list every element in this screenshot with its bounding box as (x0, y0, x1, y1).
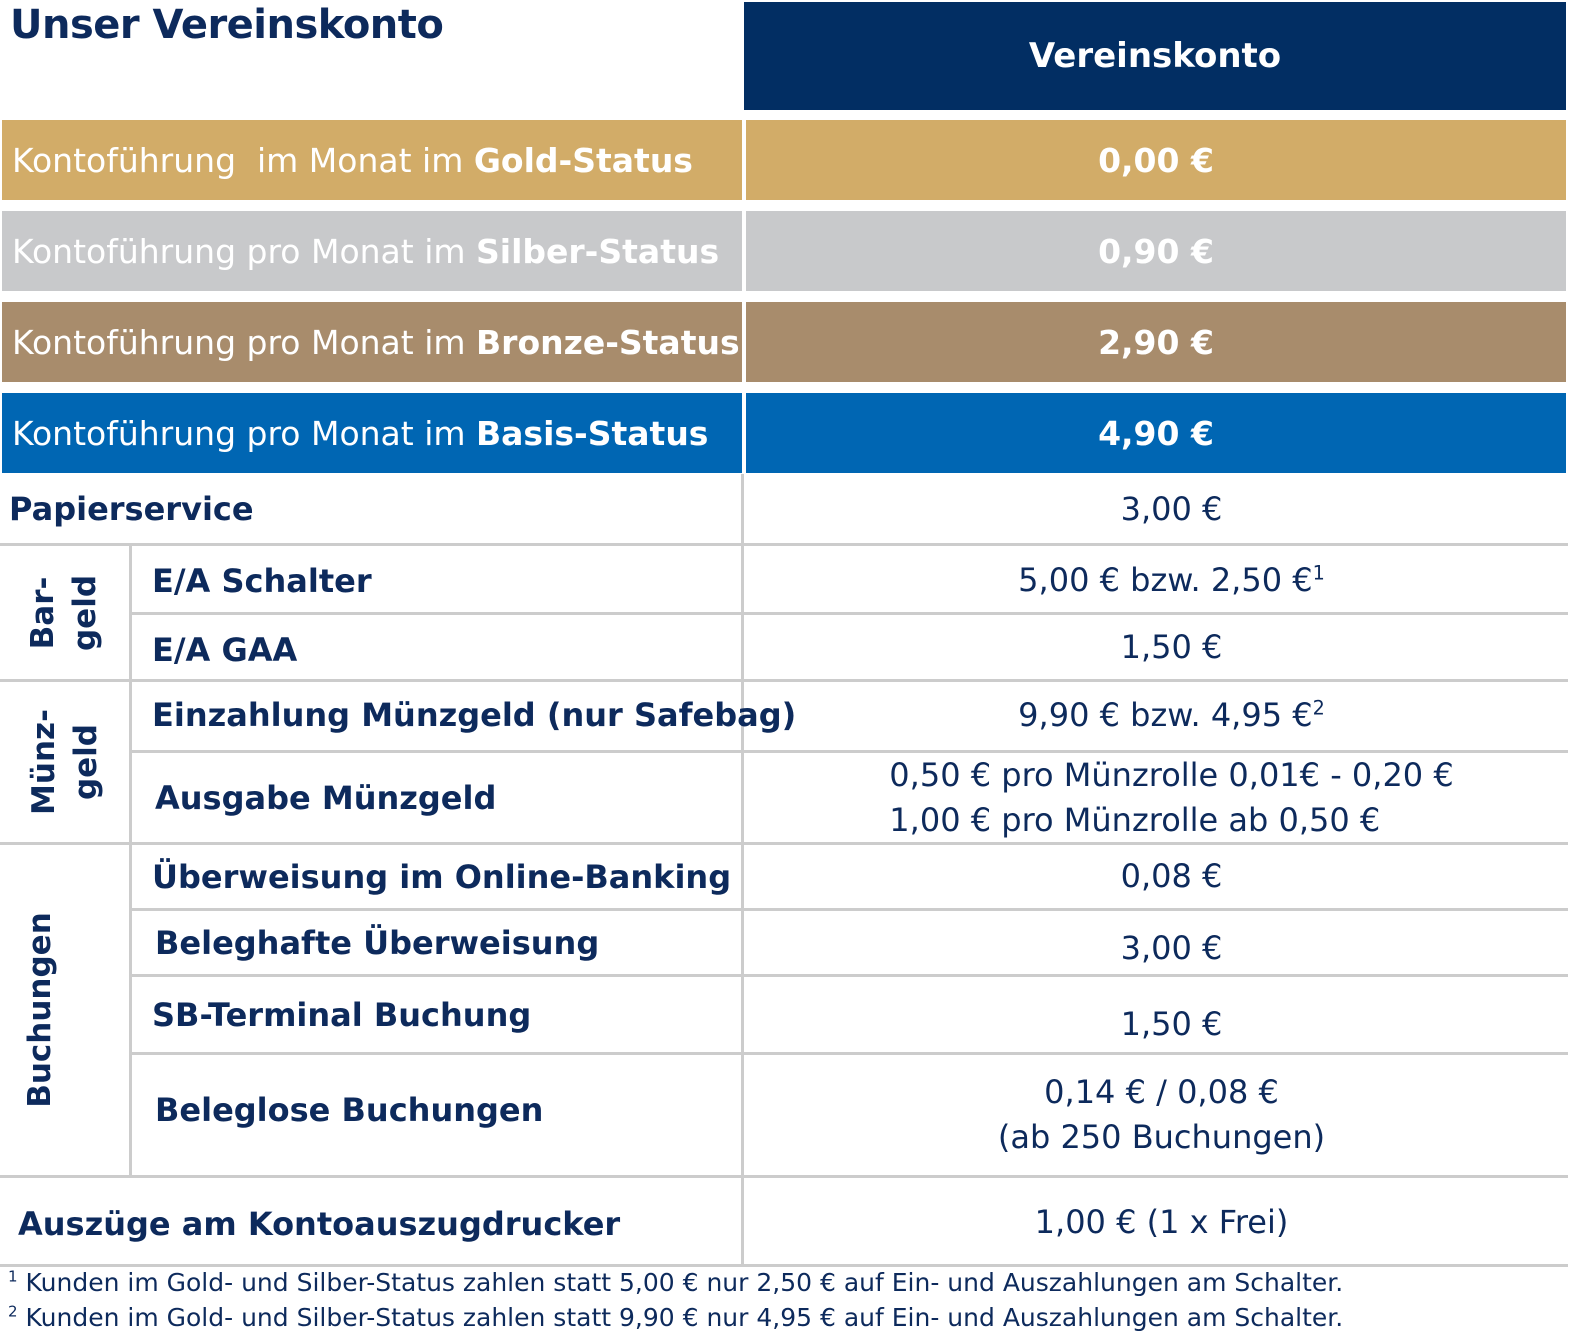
page-title: Unser Vereinskonto (10, 2, 444, 48)
group-label-muenzgeld (0, 682, 129, 842)
status-row-gold-label (2, 120, 742, 200)
papierservice-value: 3,00 € (1120, 489, 1223, 528)
footnote-1-mark: 1 (8, 1267, 18, 1286)
status-silber-prefix: Kontoführung pro Monat im (12, 231, 477, 271)
einzahlung-muenzgeld-label: Einzahlung Münzgeld (nur Safebag) (152, 696, 797, 734)
footnote-2 (8, 1303, 1343, 1332)
footnote-2-text: Kunden im Gold- und Silber-Status zahlen statt 9,90 € nur 4,95 € auf Ein- und Auszahlungen am Schalter. (17, 1303, 1344, 1332)
ea-gaa-label: E/A GAA (152, 631, 298, 669)
group-muenzgeld-text (23, 709, 107, 815)
status-row-gold-value: 0,00 € (746, 120, 1566, 200)
status-bronze-prefix: Kontoführung pro Monat im (12, 322, 477, 362)
footnote-2-mark: 2 (8, 1302, 18, 1321)
auszuege-label: Auszüge am Kontoauszugdrucker (18, 1205, 621, 1243)
beleglose-buchungen-line1: 0,14 € / 0,08 € (1044, 1073, 1279, 1111)
beleglose-buchungen-line2: (ab 250 Buchungen) (997, 1118, 1326, 1156)
ea-schalter-value (744, 548, 1573, 612)
papierservice-label: Papierservice (9, 490, 254, 528)
status-row-silber-label (2, 211, 742, 291)
sb-terminal-label: SB-Terminal Buchung (152, 995, 532, 1034)
group-label-buchungen (0, 845, 80, 1175)
ea-schalter-label: E/A Schalter (152, 562, 372, 600)
group-bargeld-text (22, 574, 106, 650)
footnote-ref-1: 1 (1312, 560, 1325, 584)
group-muenzgeld-line1: Münz- (25, 709, 62, 815)
status-silber-name: Silber-Status (476, 231, 720, 271)
status-row-basis-value: 4,90 € (746, 393, 1566, 473)
column-header-vereinskonto: Vereinskonto (744, 2, 1566, 110)
ea-schalter-amount: 5,00 € bzw. 2,50 € (1018, 560, 1313, 599)
auszuege-value: 1,00 € (1 x Frei) (1034, 1202, 1289, 1241)
footnote-ref-2: 2 (1312, 695, 1325, 719)
status-gold-name: Gold-Status (473, 140, 693, 180)
ausgabe-muenzgeld-label: Ausgabe Münzgeld (155, 778, 497, 817)
status-basis-name: Basis-Status (476, 413, 709, 453)
status-bronze-name: Bronze-Status (476, 322, 740, 362)
group-bargeld-line1: Bar- (25, 576, 62, 649)
ausgabe-muenzgeld-value (744, 753, 1573, 842)
ea-gaa-value: 1,50 € (1120, 627, 1223, 666)
footnote-1-text: Kunden im Gold- und Silber-Status zahlen statt 5,00 € nur 2,50 € auf Ein- und Auszahlungen am Schalter. (17, 1268, 1344, 1297)
beleghafte-ueberweisung-value: 3,00 € (1120, 929, 1223, 967)
footnote-1 (8, 1268, 1343, 1297)
beleglose-buchungen-label: Beleglose Buchungen (155, 1091, 544, 1129)
einzahlung-muenzgeld-value (744, 682, 1573, 748)
group-divider (129, 545, 132, 1177)
group-label-bargeld (0, 546, 129, 679)
ausgabe-muenzgeld-line1: 0,50 € pro Münzrolle 0,01€ - 0,20 € (889, 755, 1454, 794)
status-row-bronze-value: 2,90 € (746, 302, 1566, 382)
einzahlung-muenzgeld-amount: 9,90 € bzw. 4,95 € (1018, 695, 1313, 734)
group-bargeld-line2: geld (67, 574, 104, 651)
group-buchungen-text: Buchungen (22, 912, 59, 1108)
status-basis-prefix: Kontoführung pro Monat im (12, 413, 477, 453)
beleglose-buchungen-value (744, 1055, 1573, 1175)
status-gold-prefix: Kontoführung im Monat im (12, 140, 474, 180)
ausgabe-muenzgeld-line2: 1,00 € pro Münzrolle ab 0,50 € (889, 800, 1381, 839)
group-muenzgeld-line2: geld (67, 723, 104, 801)
sb-terminal-value: 1,50 € (1120, 1005, 1223, 1043)
status-row-silber-value: 0,90 € (746, 211, 1566, 291)
ueberweisung-online-value: 0,08 € (1120, 857, 1223, 895)
beleghafte-ueberweisung-label: Beleghafte Überweisung (155, 923, 600, 962)
row-divider (0, 543, 1568, 546)
ueberweisung-online-label: Überweisung im Online-Banking (152, 857, 732, 896)
status-row-bronze-label (2, 302, 742, 382)
status-row-basis-label (2, 393, 742, 473)
